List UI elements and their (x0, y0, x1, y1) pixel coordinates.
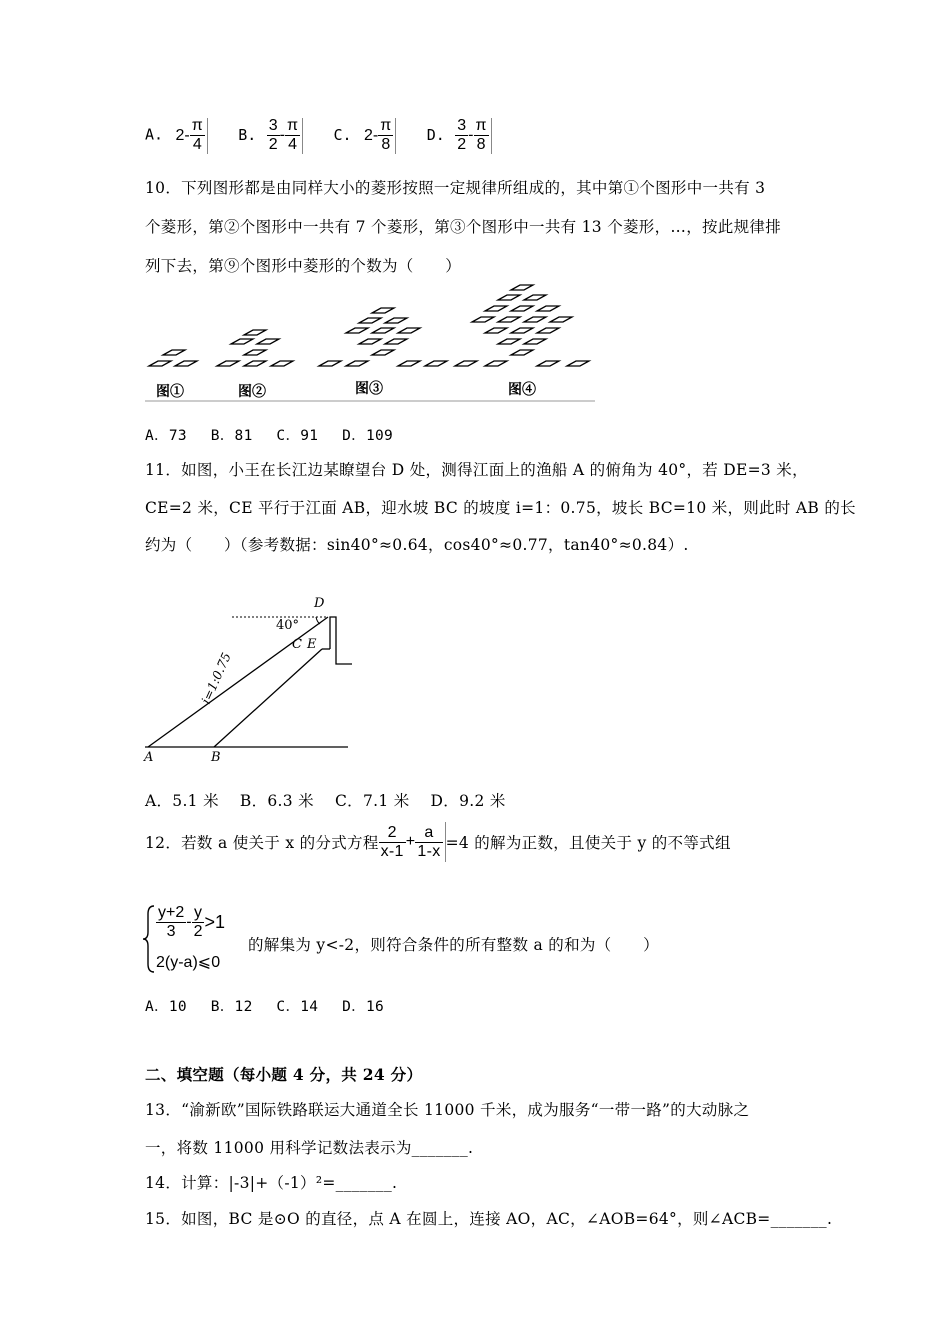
label-angle-40: 40° (276, 618, 300, 633)
q9-option-c-fraction: $\frac{\pi}{8}$ (380, 117, 392, 153)
q12-system-minus: - (186, 913, 192, 931)
q9-options (145, 117, 492, 154)
q13-line-1: 13．“渝新欧”国际铁路联运大通道全长 11000 千米，成为服务“一带一路”的大动脉之 (145, 1101, 750, 1119)
q11-line-1: 11．如图，小王在长江边某瞭望台 D 处，测得江面上的渔船 A 的俯角为 40°，若 DE=3 米， (145, 461, 808, 479)
label-C: C (292, 637, 302, 652)
q10-options: A．73 B．81 C．91 D．109 (145, 428, 394, 444)
q14-line: 14．计算：|-3|+（-1）²=_______. (145, 1174, 398, 1192)
q9-option-c-int: 2- (364, 126, 379, 144)
q12-system-gt: >1 (204, 912, 226, 932)
q11-slope-figure (140, 590, 360, 775)
section-2-heading: 二、填空题（每小题 4 分，共 24 分） (145, 1065, 423, 1084)
q12-system-fraction-1: $\frac{y+2}{3}$ (158, 904, 185, 940)
label-A: A (144, 750, 154, 765)
q9-option-b-label: B. (238, 125, 257, 144)
q9-option-b-minus: - (279, 126, 285, 144)
label-slope-ratio: i=1:0.75 (198, 650, 234, 707)
angle-40-arc (316, 617, 320, 624)
q9-option-a-fraction: $\frac{\pi}{4}$ (191, 117, 203, 153)
q12-suffix: =4 的解为正数，且使关于 y 的不等式组 (445, 834, 731, 852)
q9-option-a-int: 2- (175, 126, 190, 144)
figure-4-rhombuses (455, 285, 589, 366)
q9-option-d-fraction-1: $\frac{3}{2}$ (457, 117, 467, 153)
q9-option-b-fraction-1: $\frac{3}{2}$ (268, 117, 278, 153)
q12-line-1 (145, 822, 731, 862)
q10-line-1: 10．下列图形都是由同样大小的菱形按照一定规律所组成的，其中第①个图形中一共有 3 (145, 179, 766, 197)
q12-system-brace (142, 904, 156, 974)
q11-line-2: CE=2 米，CE 平行于江面 AB，迎水坡 BC 的坡度 i=1：0.75，坡长 BC=10 米，则此时 AB 的长 (145, 499, 856, 517)
q9-option-d-label: D. (426, 125, 445, 144)
figure-label-3: 图③ (355, 380, 383, 396)
label-B: B (211, 750, 221, 765)
q9-option-d-bar (491, 118, 492, 154)
figure-3-rhombuses (319, 308, 447, 366)
q9-option-a-bar (207, 118, 208, 154)
q12-prefix: 12．若数 a 使关于 x 的分式方程 (145, 834, 379, 852)
q9-option-a-label: A. (145, 125, 164, 144)
q12-system-row-2: 2(y-a)⩽0 (156, 954, 221, 971)
q9-option-b-bar (302, 118, 303, 154)
q9-option-c-bar (395, 118, 396, 154)
figure-label-4: 图④ (508, 381, 536, 397)
q12-options: A．10 B．12 C．14 D．16 (145, 999, 385, 1015)
q12-plus: + (405, 833, 416, 850)
label-E: E (307, 637, 317, 652)
figure-label-2: 图② (238, 383, 266, 399)
q12-system-row-1 (156, 904, 225, 941)
q13-line-2: 一，将数 11000 用科学记数法表示为_______. (145, 1139, 474, 1157)
figure-1-rhombuses (149, 350, 197, 366)
figure-label-1: 图① (156, 383, 184, 399)
figure-2-rhombuses (217, 330, 293, 366)
label-D: D (314, 596, 325, 611)
q12-fraction-2: $\frac{a}{1-x}$ (417, 823, 441, 860)
q11-line-3: 约为（ ）（参考数据：sin40°≈0.64，cos40°≈0.77，tan40°≈0.84）. (145, 536, 689, 554)
q9-option-c-label: C. (333, 125, 352, 144)
q10-line-3: 列下去，第⑨个图形中菱形的个数为（ ） (145, 257, 462, 275)
q11-options: A．5.1 米 B．6.3 米 C．7.1 米 D．9.2 米 (145, 792, 506, 810)
q12-system-suffix: 的解集为 y<-2，则符合条件的所有整数 a 的和为（ ） (248, 936, 659, 954)
q10-line-2: 个菱形，第②个图形中一共有 7 个菱形，第③个图形中一共有 13 个菱形，…，按此规律排 (145, 218, 781, 236)
q9-option-d-minus: - (468, 126, 474, 144)
q9-option-b-fraction-2: $\frac{\pi}{4}$ (287, 117, 299, 153)
q9-option-d-fraction-2: $\frac{\pi}{8}$ (475, 117, 487, 153)
tower-outline (330, 617, 352, 664)
q15-line: 15．如图，BC 是⊙O 的直径，点 A 在圆上，连接 AO，AC，∠AOB=64°，则∠ACB=_______. (145, 1210, 833, 1228)
q12-system-fraction-2: $\frac{y}{2}$ (193, 904, 203, 940)
q12-fraction-1: $\frac{2}{x-1}$ (380, 823, 404, 860)
